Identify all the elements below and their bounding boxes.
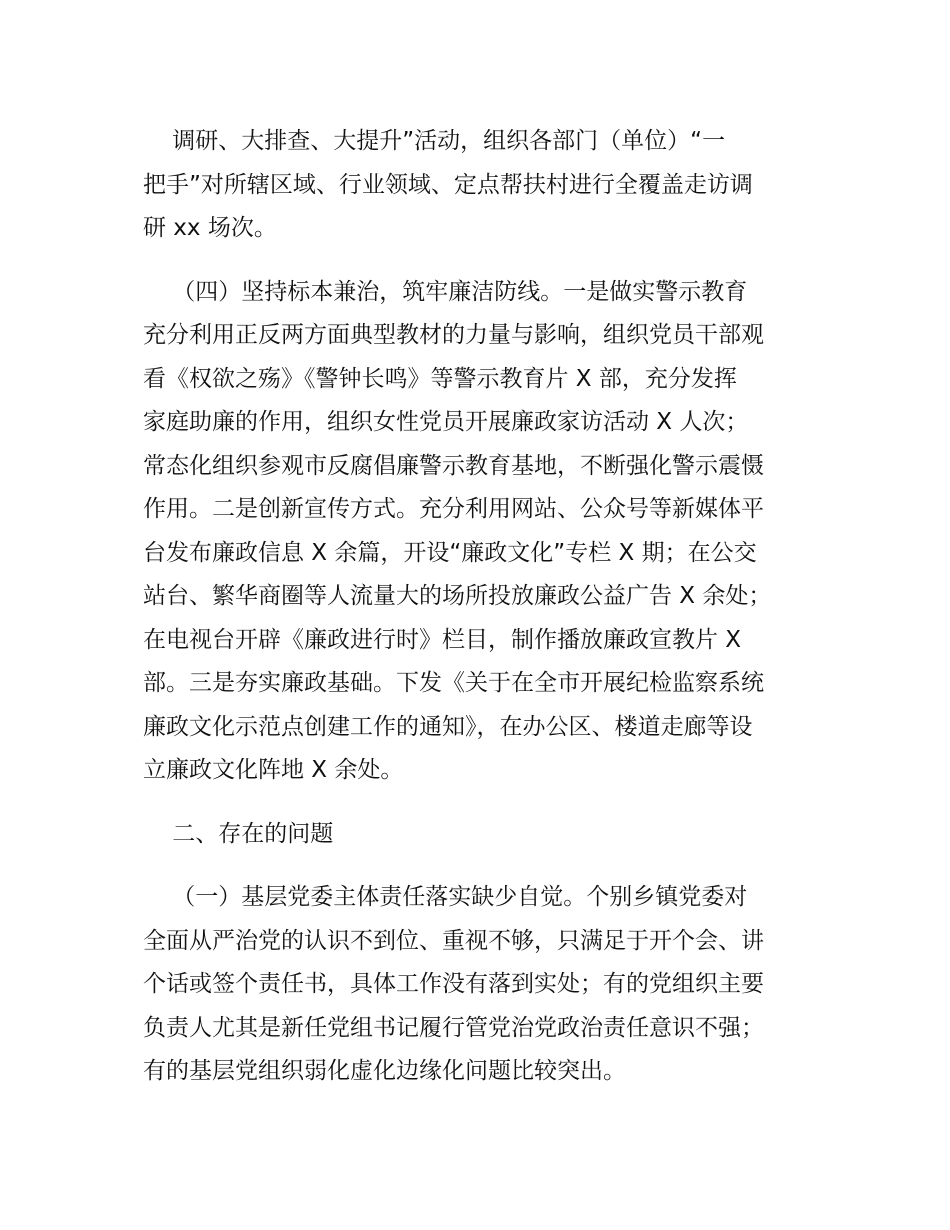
text-line: 把手”对所辖区域、行业领域、定点帮扶村进行全覆盖走访调 bbox=[143, 171, 753, 198]
text-line: 家庭助廉的作用，组织女性党员开展廉政家访活动 X 人次； bbox=[143, 409, 749, 435]
text-line: 看《权欲之殇》《警钟长鸣》等警示教育片 X 部，充分发挥 bbox=[143, 365, 737, 392]
text-line: 作用。二是创新宣传方式。充分利用网站、公众号等新媒体平 bbox=[143, 496, 764, 522]
text-line: 廉政文化示范点创建工作的通知》，在办公区、楼道走廊等设 bbox=[143, 713, 753, 740]
text-line: 常态化组织参观市反腐倡廉警示教育基地，不断强化警示震慑 bbox=[143, 452, 764, 479]
paragraph-4 bbox=[143, 876, 843, 1094]
text-line: （一）基层党委主体责任落实缺少自觉。个别乡镇党委对 bbox=[143, 884, 748, 910]
text-line: 研 xx 场次。 bbox=[143, 215, 277, 241]
text-line: 有的基层党组织弱化虚化边缘化问题比较突出。 bbox=[143, 1058, 626, 1084]
text-line: 立廉政文化阵地 X 余处。 bbox=[143, 757, 404, 783]
paragraph-gap bbox=[143, 793, 843, 813]
text-line: 部。三是夯实廉政基础。下发《关于在全市开展纪检监察系统 bbox=[143, 670, 764, 696]
text-line: 负责人尤其是新任党组书记履行管党治党政治责任意识不强； bbox=[143, 1014, 764, 1041]
paragraph-2 bbox=[143, 271, 843, 793]
text-line: 站台、繁华商圈等人流量大的场所投放廉政公益广告 X 余处； bbox=[143, 583, 772, 609]
text-line: 全面从严治党的认识不到位、重视不够，只满足于开个会、讲 bbox=[143, 927, 764, 954]
text-line: 在电视台开辟《廉政进行时》栏目，制作播放廉政宣教片 X bbox=[143, 626, 742, 653]
heading-line: 二、存在的问题 bbox=[143, 820, 334, 847]
text-line: 个话或签个责任书，具体工作没有落到实处；有的党组织主要 bbox=[143, 971, 764, 997]
text-line: 调研、大排查、大提升”活动，组织各部门（单位）“一 bbox=[143, 128, 726, 154]
paragraph-gap bbox=[143, 856, 843, 876]
text-line: 充分利用正反两方面典型教材的力量与影响，组织党员干部观 bbox=[143, 322, 764, 348]
section-heading bbox=[143, 813, 843, 857]
text-line: （四）坚持标本兼治，筑牢廉洁防线。一是做实警示教育 bbox=[143, 278, 748, 305]
paragraph-1 bbox=[143, 120, 843, 251]
document-body bbox=[143, 120, 843, 1094]
text-line: 台发布廉政信息 X 余篇，开设“廉政文化”专栏 X 期；在公交 bbox=[143, 539, 757, 566]
paragraph-gap bbox=[143, 251, 843, 271]
